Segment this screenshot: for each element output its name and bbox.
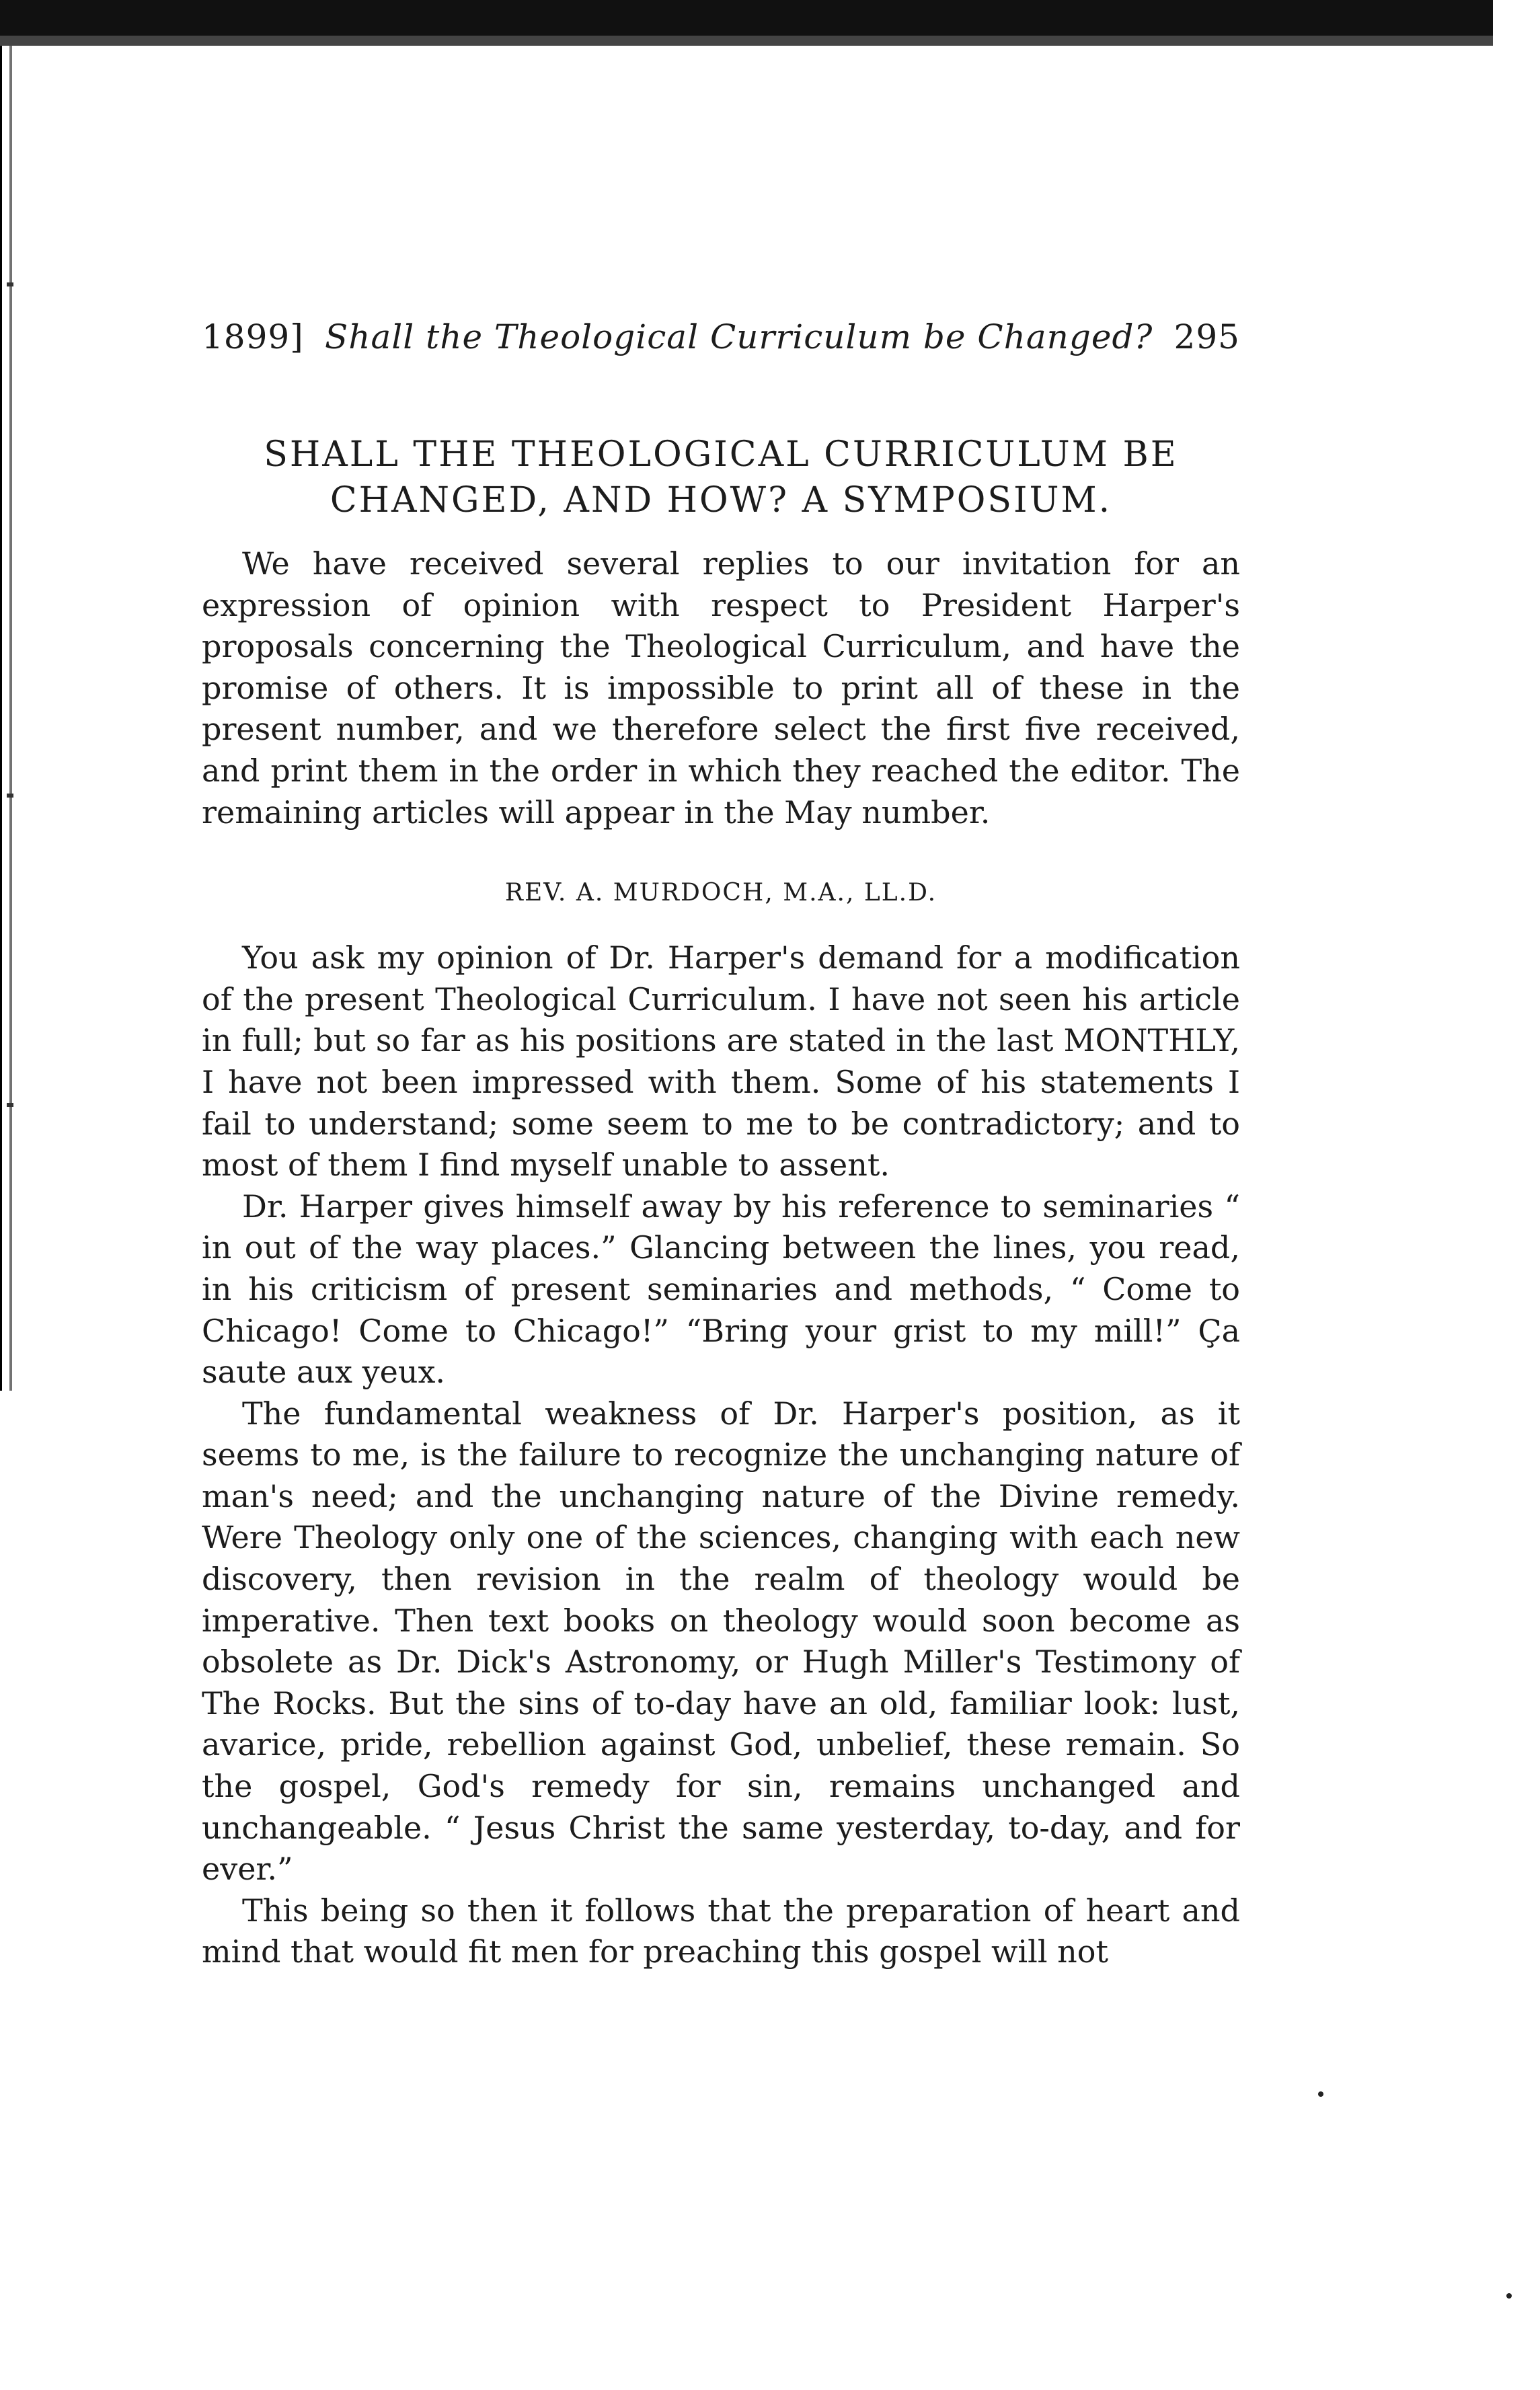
running-title: Shall the Theological Curriculum be Changed? xyxy=(325,317,1153,356)
body-paragraph: This being so then it follows that the preparation of heart and mind that would fit men for preaching this gospel will not xyxy=(202,1892,1240,1970)
scan-speck xyxy=(7,282,13,286)
scan-left-border xyxy=(0,46,23,1391)
scan-top-border xyxy=(0,0,1493,46)
page-content xyxy=(202,316,1240,1973)
article-title xyxy=(202,432,1240,523)
article-title-line-1: SHALL THE THEOLOGICAL CURRICULUM BE xyxy=(264,434,1178,475)
body-paragraph: You ask my opinion of Dr. Harper's demand for a modification of the present Theological Curriculum. I have not seen his article in full; but so far as his positions are stated in the last MONTHLY, I have not been impressed with them. Some of his statements I fail to understand; some seem to me to be contradictory; and to most of them I find myself unable to assent. xyxy=(202,939,1240,1184)
scan-speck xyxy=(7,1103,13,1107)
intro-paragraph: We have received several replies to our invitation for an expression of opinion with respect to President Harper's proposals concerning the Theological Curriculum, and have the promise of others. It is impossible to print all of these in the present number, and we therefore select the first five received, and print them in the order in which they reached the editor. The remaining articles will appear in the May number. xyxy=(202,545,1240,831)
body-paragraph: The fundamental weakness of Dr. Harper's position, as it seems to me, is the failure to recognize the unchanging nature of man's need; and the unchanging nature of the Divine remedy. Were Theology only one of the sciences, changing with each new discovery, then revision in the realm of theology would be imperative. Then text books on theology would soon become as obsolete as Dr. Dick's Astronomy, or Hugh Miller's Testimony of The Rocks. But the sins of to-day have an old, familiar look: lust, avarice, pride, rebellion against God, unbelief, these remain. So the gospel, God's remedy for sin, remains unchanged and unchangeable. “ Jesus Christ the same yesterday, to-day, and for ever.” xyxy=(202,1395,1240,1888)
running-header xyxy=(202,316,1240,358)
contributor-byline: REV. A. MURDOCH, M.A., LL.D. xyxy=(504,879,937,907)
page-number: 295 xyxy=(1173,317,1240,356)
contribution-text xyxy=(202,937,1240,1973)
scan-speck xyxy=(7,794,13,798)
header-year: 1899] xyxy=(202,317,304,356)
scan-speck xyxy=(1506,2293,1512,2299)
body-paragraph: Dr. Harper gives himself away by his reference to seminaries “ in out of the way places.” Glancing between the lines, you read, in his criticism of present seminaries and methods, “ Come to Chicago! Come to Chicago!” “Bring your grist to my mill!” Ça saute aux yeux. xyxy=(202,1188,1240,1391)
scan-speck xyxy=(1318,2091,1323,2097)
article-title-line-2: CHANGED, AND HOW? A SYMPOSIUM. xyxy=(330,480,1112,521)
intro-section xyxy=(202,543,1240,833)
